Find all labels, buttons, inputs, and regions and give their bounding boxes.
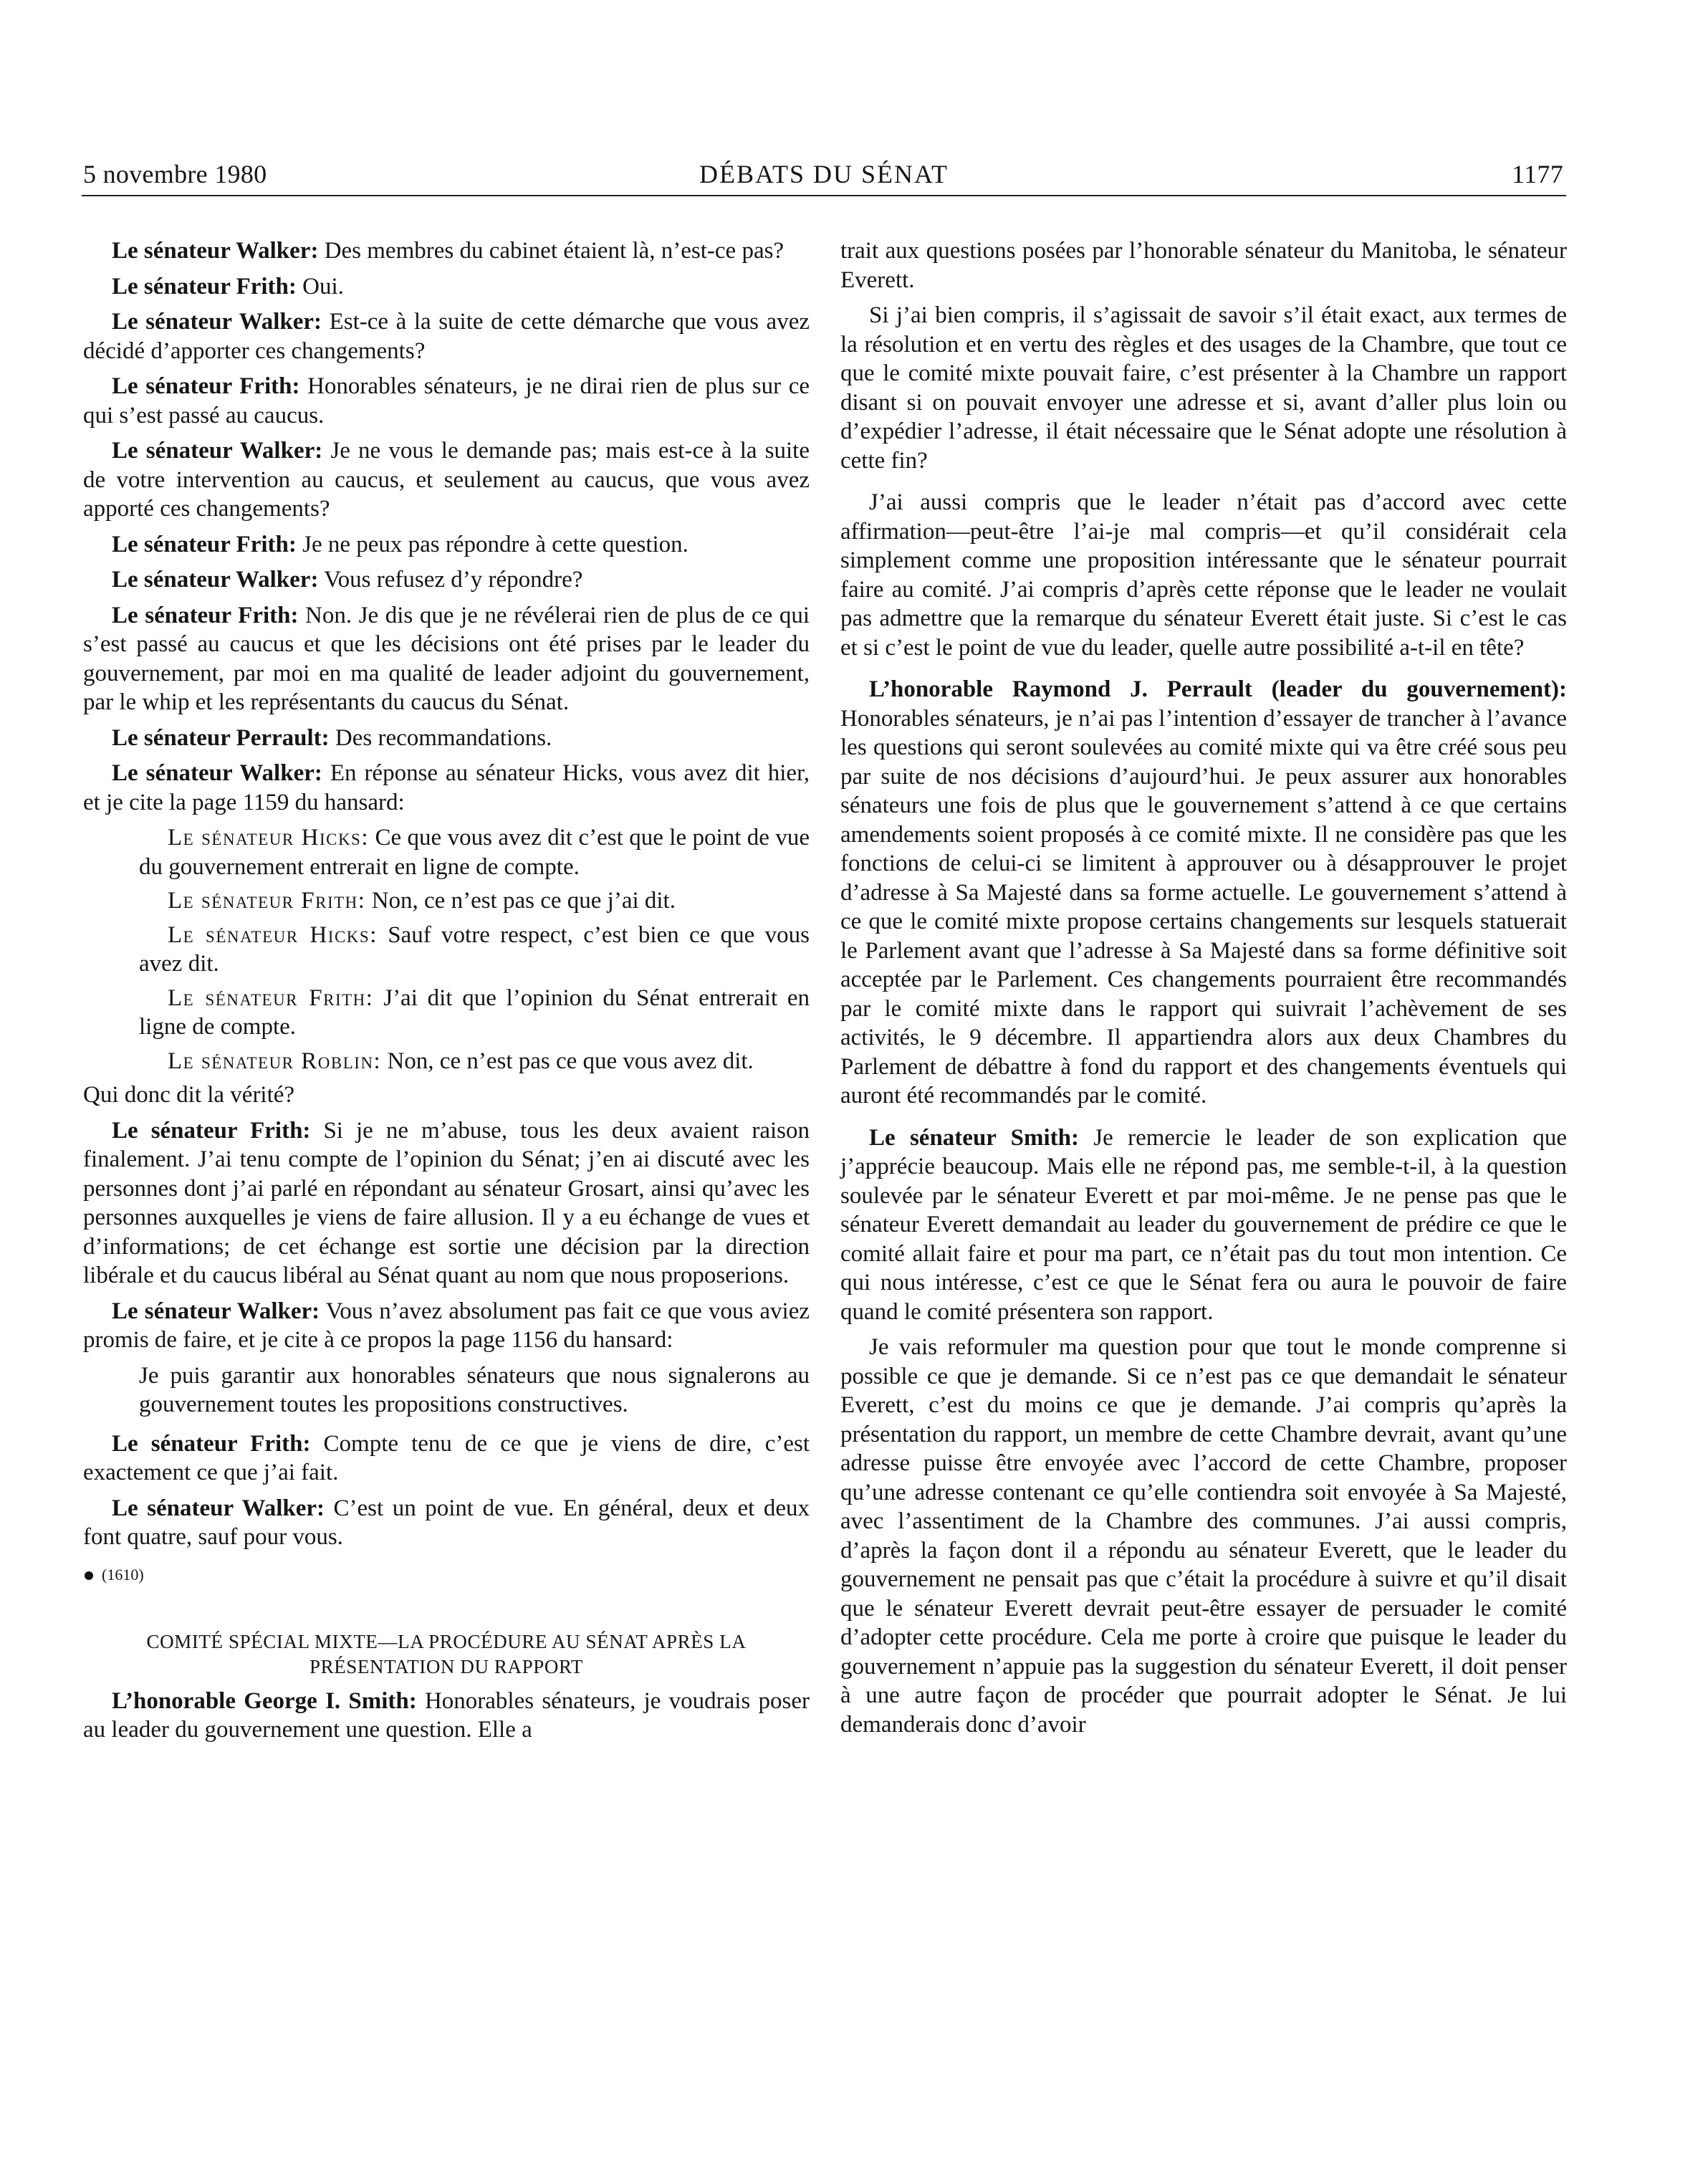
header-title: DÉBATS DU SÉNAT	[699, 160, 949, 188]
speaker-name: L’honorable George I. Smith:	[112, 1687, 417, 1714]
speech-text: Honorables sénateurs, je n’ai pas l’intention d’essayer de trancher à l’avance les questions qui seront soulevées au comité mixte qui va être créé sous peu par suite de nos décisions d’aujourd’hui. Je peux assurer aux honorables sénateurs une fois de plus que le gouvernement s’attend à ce que certains amendements soient proposés à ce comité mixte. Il ne considère pas que les fonctions de celui-ci se limitent à approuver ou à désapprouver le projet d’adresse à Sa Majesté dans sa forme actuelle. Le gouvernement s’attend à ce que le comité mixte propose certains changements sur lesquels statuerait le Parlement avant que l’adresse à Sa Majesté dans sa forme définitive soit acceptée par le Parlement. Ces changements pourraient être recommandés par le comité mixte dans le rapport qui suivrait l’achèvement de ses activités, le 9 décembre. Il appartiendra alors aux deux Chambres du Parlement de débattre à fond du rapport et des changements éventuels qui auront été recommandés par le comité.	[840, 705, 1567, 1108]
paragraph	[83, 530, 810, 560]
paragraph	[83, 236, 810, 266]
quoted-speaker: Le sénateur Hicks:	[168, 921, 378, 948]
speaker-name: L’honorable Raymond J. Perrault (leader du gouvernement):	[869, 676, 1567, 702]
quoted-speaker: Le sénateur Roblin:	[168, 1048, 382, 1074]
paragraph	[83, 724, 810, 753]
page-header	[82, 155, 1566, 196]
speaker-name: Le sénateur Smith:	[869, 1124, 1079, 1151]
speech-text: Si je ne m’abuse, tous les deux avaient raison finalement. J’ai tenu compte de l’opinion du Sénat; j’en ai discuté avec les personnes dont j’ai parlé en répondant au sénateur Grosart, ainsi qu’avec les personnes auxquelles je viens de faire allusion. Il y a eu échange de vues et d’informations; de cet échange est sortie une décision par la direction libérale et du caucus libéral au Sénat quant au nom que nous proposerions.	[83, 1117, 810, 1288]
speech-text: Je ne vous le demande pas; mais est-ce à la suite de votre intervention au caucus, et seulement au caucus, que vous avez apporté ces changements?	[83, 438, 810, 522]
section-title	[83, 1629, 810, 1680]
right-column	[840, 236, 1567, 1745]
speech-text: Oui.	[296, 273, 344, 300]
speech-text: Je ne peux pas répondre à cette question.	[296, 531, 689, 557]
speaker-name: Le sénateur Walker:	[112, 567, 319, 593]
speaker-name: Le sénateur Walker:	[112, 309, 322, 335]
speech-text: Vous refusez d’y répondre?	[318, 567, 583, 593]
quoted-text: J’ai dit que l’opinion du Sénat entrerait en ligne de compte.	[139, 985, 810, 1040]
speech-text: Compte tenu de ce que je viens de dire, c’est exactement ce que j’ai fait.	[83, 1430, 810, 1485]
paragraph	[83, 436, 810, 524]
section-title-line: PRÉSENTATION DU RAPPORT	[309, 1655, 584, 1677]
paragraph	[83, 1297, 810, 1355]
time-marker	[85, 1561, 810, 1589]
paragraph	[83, 1429, 810, 1488]
speaker-name: Le sénateur Frith:	[112, 602, 299, 628]
quoted-text: Non, ce n’est pas ce que vous avez dit.	[381, 1048, 754, 1074]
hansard-quote	[139, 984, 810, 1042]
speaker-name: Le sénateur Perrault:	[112, 724, 330, 751]
speech-text: Non. Je dis que je ne révélerai rien de plus de ce qui s’est passé au caucus et que les décisions ont été prises par le leader du gouvernement, par moi en ma qualité de leader adjoint du gouvernement, par le whip et les représentants du caucus du Sénat.	[83, 602, 810, 715]
paragraph: Si j’ai bien compris, il s’agissait de savoir s’il était exact, aux termes de la résolution et en vertu des règles et des usages de la Chambre, que tout ce que le comité mixte pouvait faire, c’est présenter à la Chambre un rapport disant si on pouvait envoyer une adresse et si, avant d’aller plus loin ou d’expédier l’adresse, il était nécessaire que le Sénat adopte une résolution à cette fin?	[840, 302, 1567, 474]
quoted-speaker: Le sénateur Hicks:	[168, 825, 370, 851]
paragraph	[840, 1124, 1567, 1327]
speech-text: Des recommandations.	[329, 724, 552, 751]
header-date: 5 novembre 1980	[83, 160, 267, 188]
time-marker-text: (1610)	[102, 1565, 144, 1584]
speaker-name: Le sénateur Frith:	[112, 531, 297, 557]
paragraph: Qui donc dit la vérité?	[83, 1082, 295, 1108]
speaker-name: Le sénateur Walker:	[112, 438, 323, 464]
speaker-name: Le sénateur Frith:	[112, 273, 297, 300]
paragraph	[83, 307, 810, 365]
header-page-number: 1177	[1512, 160, 1563, 188]
paragraph	[83, 759, 810, 817]
paragraph	[840, 675, 1567, 1111]
hansard-quote	[139, 886, 810, 916]
speaker-name: Le sénateur Frith:	[112, 1117, 311, 1144]
speaker-name: Le sénateur Walker:	[112, 238, 319, 264]
speech-text: Des membres du cabinet étaient là, n’est-ce pas?	[318, 238, 785, 264]
paragraph	[83, 565, 810, 595]
speech-text: Vous n’avez absolument pas fait ce que vous aviez promis de faire, et je cite à ce propos la page 1156 du hansard:	[83, 1298, 810, 1353]
paragraph	[83, 1116, 810, 1290]
speaker-name: Le sénateur Walker:	[112, 1495, 325, 1521]
speech-text: Je remercie le leader de son explication que j’apprécie beaucoup. Mais elle ne répond pas, me semble-t-il, à la question soulevée par le sénateur Everett et par moi-même. Je ne pense pas que le sénateur Everett demandait au leader du gouvernement de prédire ce que le comité allait faire et pour ma part, ce n’était pas du tout mon intention. Ce qui nous intéresse, c’est ce que le Sénat fera ou aura le pouvoir de faire quand le comité présentera son rapport.	[840, 1124, 1567, 1325]
quoted-text: Non, ce n’est pas ce que j’ai dit.	[365, 888, 676, 914]
paragraph	[83, 1494, 810, 1552]
quoted-speaker: Le sénateur Frith:	[168, 985, 374, 1011]
hansard-quote	[139, 921, 810, 979]
speech-text: Honorables sénateurs, je voudrais poser au leader du gouvernement une question. Elle a	[83, 1687, 810, 1743]
hansard-quote: Je puis garantir aux honorables sénateurs que nous signalerons au gouvernement toutes les propositions constructives.	[139, 1362, 810, 1417]
paragraph: trait aux questions posées par l’honorable sénateur du Manitoba, le sénateur Everett.	[840, 238, 1567, 293]
speaker-name: Le sénateur Frith:	[112, 373, 300, 399]
speech-text: Est-ce à la suite de cette démarche que vous avez décidé d’apporter ces changements?	[83, 309, 810, 364]
speaker-name: Le sénateur Walker:	[112, 1298, 320, 1324]
hansard-quote	[139, 823, 810, 881]
bullet-icon	[85, 1571, 93, 1580]
speaker-name: Le sénateur Frith:	[112, 1430, 311, 1457]
quoted-text: Ce que vous avez dit c’est que le point de vue du gouvernement entrerait en ligne de compte.	[139, 825, 810, 880]
speech-text: C’est un point de vue. En général, deux et deux font quatre, sauf pour vous.	[83, 1495, 810, 1550]
paragraph	[83, 1687, 810, 1745]
paragraph: Je vais reformuler ma question pour que tout le monde comprenne si possible ce que je demande. Si ce n’est pas ce que demandait le sénateur Everett, c’est du moins ce que je demande. J’ai compris qu’après la présentation du rapport, un membre de cette Chambre devrait, avant qu’une adresse puisse être envoyée avec l’accord de cette Chambre, proposer qu’une adresse contenant ce qu’elle contiendra soit envoyée à Sa Majesté, avec l’assentiment de la Chambre des communes. J’ai aussi compris, d’après la façon dont il a répondu au sénateur Everett, que le leader du gouvernement ne pensait pas que c’était la procédure à suivre et qu’il disait que le sénateur Everett devrait peut-être essayer de persuader le comité d’adopter cette procédure. Cela me porte à croire que puisque le leader du gouvernement n’appuie pas la suggestion du sénateur Everett, il doit penser à une autre façon de procéder que pourrait adopter le Sénat. Je lui demanderais donc d’avoir	[840, 1334, 1567, 1738]
paragraph	[83, 272, 810, 302]
speech-text: En réponse au sénateur Hicks, vous avez dit hier, et je cite la page 1159 du hansard:	[83, 760, 810, 815]
speaker-name: Le sénateur Walker:	[112, 760, 322, 786]
paragraph	[83, 601, 810, 717]
hansard-quote	[139, 1047, 810, 1076]
quoted-speaker: Le sénateur Frith:	[168, 888, 366, 914]
quoted-text: Sauf votre respect, c’est bien ce que vous avez dit.	[139, 921, 810, 977]
speech-text: Honorables sénateurs, je ne dirai rien de plus sur ce qui s’est passé au caucus.	[83, 373, 810, 428]
section-title-line: COMITÉ SPÉCIAL MIXTE—LA PROCÉDURE AU SÉNAT APRÈS LA	[146, 1630, 747, 1652]
paragraph	[83, 372, 810, 430]
left-column	[83, 236, 810, 1751]
paragraph: J’ai aussi compris que le leader n’était pas d’accord avec cette affirmation—peut-être l’ai-je mal compris—et qu’il considérait cela simplement comme une proposition intéressante que le sénateur pourrait faire au comité. J’ai compris d’après cette réponse que le leader ne voulait pas admettre que la remarque du sénateur Everett était juste. Si c’est le cas et si c’est le point de vue du leader, quelle autre possibilité a-t-il en tête?	[840, 489, 1567, 661]
